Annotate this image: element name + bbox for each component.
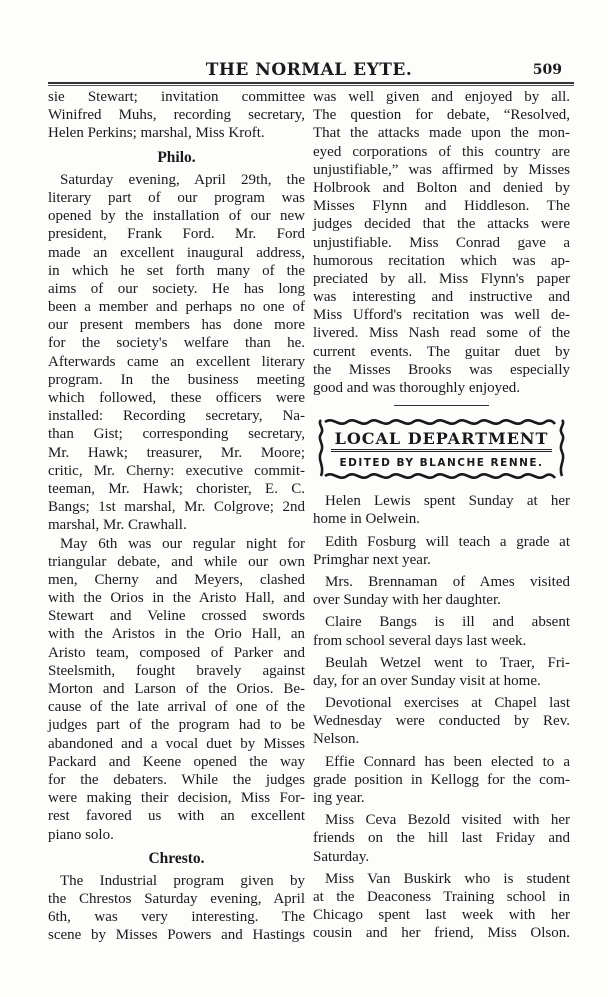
text-line: Devotional exercises at Chapel last [325,695,570,712]
text-line: Wednesday were conducted by Rev. [313,713,570,730]
text-line: opened by the installation of our new [48,208,305,225]
text-line: marshal, Mr. Crawhall. [48,517,187,534]
paragraph [313,870,570,943]
text-line: program. In the business meeting [48,371,305,388]
text-line: in which he set forth many of the [48,262,305,279]
text-line: been a member and perhaps no one of [48,299,305,316]
text-line: Saturday. [313,848,370,865]
text-line: men, Cherny and Meyers, clashed [48,571,305,588]
text-line: Holbrook and Bolton and denied by [313,179,570,196]
text-line: good and was thoroughly enjoyed. [313,380,521,396]
page-number: 509 [532,62,562,78]
text-line: unjustifiable,” was affirmed by Misses [313,161,570,178]
text-line: eyed corporations of this country are [313,143,570,160]
text-line: Mr. Hawk; treasurer, Mr. Moore; [48,444,305,461]
journal-title: THE NORMAL EYTE. [205,60,413,80]
text-line: Misses Flynn and Hiddleson. The [313,198,570,215]
text-line: The question for debate, “Resolved, [313,107,570,124]
text-line: judges decided that the attacks were [313,216,570,233]
paragraph [313,613,570,649]
text-line: for the society's welfare than he. [48,335,305,352]
text-line: humorous recitation which was ap- [313,252,570,269]
text-line: 6th, was very interesting. The [48,909,305,926]
text-line: cause of the late arrival of one of the [48,699,305,716]
text-line: Effie Connard has been elected to a [325,753,570,770]
department-editor: EDITED BY BLANCHE RENNE. [339,457,544,470]
text-line: friends on the hill last Friday and [313,830,570,847]
text-line: Packard and Keene opened the way [48,753,305,770]
paragraph [48,535,305,844]
text-line: with the Orios in the Aristo Hall, and [48,590,305,607]
section-heading: Chresto. [148,849,205,867]
text-line: judges part of the program had to be [48,717,305,734]
text-line: the Chrestos Saturday evening, April [48,891,305,908]
section-divider [394,405,489,406]
text-line: current events. The guitar duet by [313,343,570,360]
text-line: Beulah Wetzel went to Traer, Fri- [325,654,570,671]
text-line: Morton and Larson of the Orios. Be- [48,681,305,698]
running-header [48,60,570,82]
paragraph [313,573,570,609]
text-line: sie Stewart; invitation committee [48,89,305,105]
text-line: Primghar next year. [313,551,431,568]
text-line: Claire Bangs is ill and absent [325,614,570,631]
text-line: with the Aristos in the Orio Hall, an [48,626,305,643]
text-line: at the Deaconess Training school in [313,888,570,905]
section-heading: Philo. [157,148,196,166]
text-line: was interesting and instructive and [313,289,570,306]
text-line: rest favored us with an excellent [48,808,305,825]
text-line: Miss Van Buskirk who is student [325,870,570,887]
text-line: made an excellent inaugural address, [48,244,305,261]
text-line: the Misses Brooks was especially [313,361,570,378]
paragraph [313,654,570,690]
text-line: day, for an over Sunday visit at home. [313,672,541,689]
paragraph [313,533,570,569]
text-line: Mrs. Brennaman of Ames visited [325,573,570,590]
text-line: aims of our society. He has long [48,280,305,297]
local-items [313,492,570,942]
text-line: unjustifiable. Miss Conrad gave a [313,234,570,251]
text-line: ing year. [313,790,365,806]
text-line: were making their decision, Miss For- [48,790,305,807]
text-line: Stewart and Veline crossed swords [48,608,305,625]
text-line: Bangs; 1st marshal, Mr. Colgrove; 2nd [48,499,305,516]
text-line: critic, Mr. Cherny: executive commit- [48,462,305,479]
text-line: piano solo. [48,826,114,843]
text-line: president, Frank Ford. Mr. Ford [48,226,305,243]
paragraph [313,694,570,749]
text-line: livered. Miss Nash read some of the [313,325,570,342]
paragraph [48,88,305,143]
text-line: Winifred Muhs, recording secretary, [48,107,305,124]
text-line: grade position in Kellogg for the com- [313,771,570,788]
paragraph [48,171,305,535]
text-line: Miss Ufford's recitation was well de- [313,307,570,324]
right-column [313,88,570,947]
text-line: scene by Misses Powers and Hastings [48,927,305,944]
text-line: Chicago spent last week with her [313,907,570,924]
text-line: literary part of our program was [48,189,305,206]
left-column [48,88,305,945]
text-line: over Sunday with her daughter. [313,592,501,609]
text-line: Afterwards came an excellent literary [48,353,305,370]
text-line: Aristo team, composed of Parker and [48,644,305,661]
text-line: abandoned and a vocal duet by Misses [48,735,305,752]
text-line: Miss Ceva Bezold visited with her [325,812,570,829]
text-line: preciated by all. Miss Flynn's paper [313,270,570,287]
paragraph [313,88,570,397]
paragraph [313,492,570,528]
text-line: cousin and her friend, Miss Olson. [313,925,570,942]
text-line: was well given and enjoyed by all. [313,89,570,105]
text-line: than Gist; corresponding secretary, [48,426,305,443]
text-line: triangular debate, and while our own [48,553,305,570]
text-line: Helen Perkins; marshal, Miss Kroft. [48,125,265,142]
text-line: May 6th was our regular night for [60,535,305,552]
text-line: for the debaters. While the judges [48,771,305,788]
text-line: Nelson. [313,731,360,748]
text-line: Saturday evening, April 29th, the [60,171,305,188]
text-line: Edith Fosburg will teach a grade at [325,533,570,550]
text-line: home in Oelwein. [313,511,421,528]
text-line: Helen Lewis spent Sunday at her [325,493,570,510]
text-line: from school several days last week. [313,632,527,649]
text-line: The Industrial program given by [60,872,305,889]
paragraph [313,811,570,866]
society-report-continued [313,88,570,397]
text-line: Steelsmith, fought bravely against [48,662,305,679]
text-line: installed: Recording secretary, Na- [48,408,305,425]
text-line: which followed, these officers were [48,390,305,407]
text-line: teeman, Mr. Hawk; chorister, E. C. [48,480,305,497]
text-line: That the attacks made upon the mon- [313,125,570,142]
paragraph [313,753,570,808]
local-department-banner [313,416,570,482]
paragraph [48,872,305,945]
header-rule [48,82,574,86]
text-line: our present members has done more [48,317,305,334]
department-title: LOCAL DEPARTMENT [331,430,552,452]
